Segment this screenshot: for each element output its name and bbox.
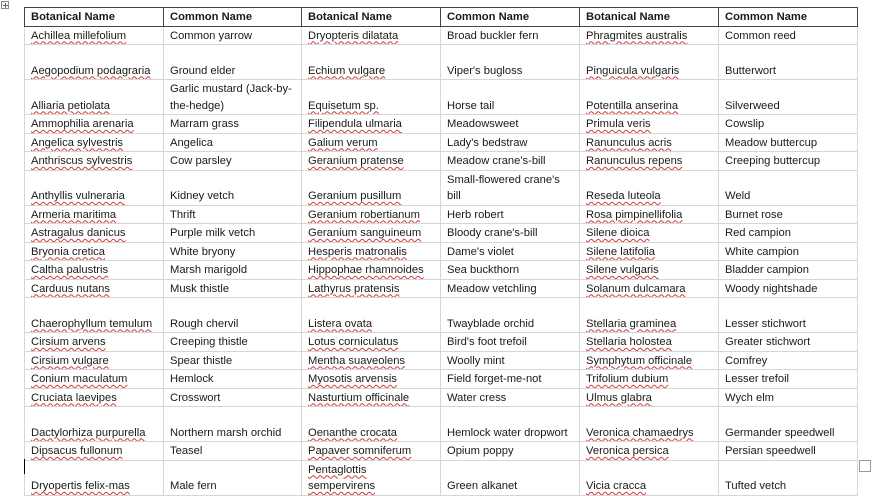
common-name-text: Sea buckthorn — [447, 264, 520, 276]
common-name-cell[interactable] — [441, 460, 580, 495]
botanical-name-cell[interactable] — [302, 351, 441, 370]
common-name-text: Purple milk vetch — [170, 227, 256, 239]
common-name-cell[interactable] — [441, 351, 580, 370]
table-row — [25, 442, 858, 461]
common-name-text: Creeping thistle — [170, 336, 248, 348]
botanical-name-text: Trifolium dubium — [586, 373, 669, 385]
common-name-text: Lesser trefoil — [725, 373, 790, 385]
botanical-name-text: Anthriscus sylvestris — [31, 155, 133, 167]
botanical-name-text: Veronica persica — [586, 445, 669, 457]
botanical-name-text: Galium verum — [308, 136, 378, 149]
botanical-name-cell[interactable] — [302, 242, 441, 261]
common-name-text: Ground elder — [170, 64, 236, 77]
botanical-name-cell[interactable] — [580, 460, 719, 495]
botanical-name-cell[interactable] — [302, 133, 441, 152]
common-name-cell[interactable] — [164, 442, 302, 461]
column-header: Common Name — [164, 8, 302, 27]
botanical-name-cell[interactable] — [580, 133, 719, 152]
botanical-name-cell[interactable] — [580, 261, 719, 280]
header-row — [25, 8, 858, 27]
common-name-text: Crosswort — [170, 391, 221, 404]
common-name-cell[interactable] — [441, 224, 580, 243]
common-name-text: Twayblade orchid — [447, 317, 535, 330]
common-name-text: Opium poppy — [447, 445, 514, 457]
botanical-name-cell[interactable] — [302, 80, 441, 115]
common-name-text: Tufted vetch — [725, 480, 787, 492]
botanical-name-cell[interactable] — [580, 205, 719, 224]
common-name-text: Bloody crane's-bill — [447, 227, 538, 239]
botanical-name-text: Conium maculatum — [31, 373, 128, 385]
common-name-text: Creeping buttercup — [725, 155, 821, 167]
common-name-cell[interactable] — [719, 460, 858, 495]
common-name-cell[interactable] — [719, 115, 858, 134]
common-name-cell[interactable] — [441, 80, 580, 115]
botanical-name-cell[interactable] — [302, 205, 441, 224]
botanical-name-cell[interactable] — [302, 261, 441, 280]
common-name-text: Water cress — [447, 391, 507, 404]
column-header: Botanical Name — [25, 8, 164, 27]
botanical-name-text: Lotus corniculatus — [308, 336, 399, 348]
common-name-cell[interactable] — [441, 26, 580, 45]
common-name-text: Hemlock water dropwort — [447, 426, 568, 439]
common-name-cell[interactable] — [164, 80, 302, 115]
botanical-name-text: Ranunculus repens — [586, 155, 683, 167]
botanical-name-text: Geranium robertianum — [308, 208, 420, 221]
common-name-text: Cowslip — [725, 118, 765, 130]
table-row — [25, 26, 858, 45]
table-row — [25, 370, 858, 389]
common-name-cell[interactable] — [719, 205, 858, 224]
botanical-name-cell[interactable] — [580, 242, 719, 261]
common-name-text: Butterwort — [725, 64, 776, 77]
common-name-cell[interactable] — [441, 242, 580, 261]
botanical-name-cell[interactable] — [580, 333, 719, 352]
botanical-name-text: Lathyrus pratensis — [308, 282, 400, 295]
common-name-cell[interactable] — [719, 333, 858, 352]
botanical-name-text: Achillea millefolium — [31, 29, 127, 42]
table-row — [25, 152, 858, 171]
common-name-cell[interactable] — [164, 351, 302, 370]
common-name-cell[interactable] — [719, 26, 858, 45]
common-name-cell[interactable] — [441, 442, 580, 461]
botanical-name-cell[interactable] — [302, 279, 441, 298]
botanical-name-cell[interactable] — [302, 333, 441, 352]
common-name-text: Meadow buttercup — [725, 136, 818, 149]
common-name-text: Horse tail — [447, 99, 495, 112]
botanical-name-text: Pinguicula vulgaris — [586, 64, 680, 77]
botanical-name-text: Listera ovata — [308, 317, 373, 330]
column-header: Botanical Name — [302, 8, 441, 27]
column-header: Common Name — [441, 8, 580, 27]
botanical-name-text: Cruciata laevipes — [31, 391, 117, 404]
common-name-text: Comfrey — [725, 354, 768, 367]
botanical-name-text: Silene dioica — [586, 227, 650, 239]
common-name-text: Dame's violet — [447, 245, 514, 258]
botanical-name-text: Mentha suaveolens — [308, 354, 406, 367]
common-name-cell[interactable] — [164, 224, 302, 243]
column-header: Common Name — [719, 8, 858, 27]
common-name-cell[interactable] — [164, 26, 302, 45]
common-name-text: Kidney vetch — [170, 190, 235, 202]
common-name-text: Marram grass — [170, 118, 239, 130]
table-move-handle[interactable] — [1, 1, 9, 9]
common-name-text: Burnet rose — [725, 208, 783, 221]
botanical-name-cell[interactable] — [580, 224, 719, 243]
common-name-cell[interactable] — [441, 152, 580, 171]
common-name-text: Woolly mint — [447, 354, 505, 367]
botanical-name-cell[interactable] — [302, 170, 441, 205]
table-row — [25, 133, 858, 152]
botanical-name-cell[interactable] — [302, 115, 441, 134]
common-name-cell[interactable] — [164, 279, 302, 298]
botanical-name-text: Oenanthe crocata — [308, 426, 397, 439]
common-name-cell[interactable] — [164, 152, 302, 171]
common-name-cell[interactable] — [441, 115, 580, 134]
botanical-name-text: Echium vulgare — [308, 64, 386, 77]
column-header: Botanical Name — [580, 8, 719, 27]
table-row — [25, 279, 858, 298]
common-name-text: Silverweed — [725, 99, 780, 112]
botanical-name-cell[interactable] — [580, 170, 719, 205]
table-row — [25, 333, 858, 352]
botanical-name-text: Armeria maritima — [31, 208, 117, 221]
common-name-cell[interactable] — [164, 388, 302, 407]
botanical-name-text: Chaerophyllum temulum — [31, 317, 153, 330]
botanical-name-cell[interactable] — [25, 152, 164, 171]
botanical-name-cell[interactable] — [302, 407, 441, 442]
common-name-cell[interactable] — [719, 242, 858, 261]
botanical-name-cell[interactable] — [580, 407, 719, 442]
botanical-name-text: Cirsium vulgare — [31, 354, 109, 367]
common-name-text: Spear thistle — [170, 354, 233, 367]
botanical-name-cell[interactable] — [25, 333, 164, 352]
botanical-name-cell[interactable] — [25, 26, 164, 45]
botanical-name-cell[interactable] — [302, 26, 441, 45]
common-name-cell[interactable] — [164, 205, 302, 224]
botanical-name-text: Veronica chamaedrys — [586, 426, 694, 439]
text-cursor — [24, 459, 25, 474]
plant-table — [24, 7, 858, 496]
common-name-cell[interactable] — [441, 407, 580, 442]
botanical-name-cell[interactable] — [25, 80, 164, 115]
table-row — [25, 115, 858, 134]
common-name-text: Herb robert — [447, 208, 504, 221]
table-row — [25, 388, 858, 407]
common-name-text: Meadow crane's-bill — [447, 155, 546, 167]
common-name-cell[interactable] — [441, 170, 580, 205]
botanical-name-cell[interactable] — [25, 261, 164, 280]
common-name-text: Germander speedwell — [725, 426, 835, 439]
common-name-cell[interactable] — [719, 152, 858, 171]
botanical-name-cell[interactable] — [25, 370, 164, 389]
common-name-text: Cow parsley — [170, 155, 232, 167]
table-row — [25, 460, 858, 495]
table-row — [25, 351, 858, 370]
table-row — [25, 170, 858, 205]
common-name-text: Viper's bugloss — [447, 64, 523, 77]
table-row — [25, 80, 858, 115]
botanical-name-cell[interactable] — [25, 45, 164, 80]
botanical-name-cell[interactable] — [302, 298, 441, 333]
common-name-text: Thrift — [170, 208, 196, 221]
botanical-name-cell[interactable] — [25, 224, 164, 243]
botanical-name-text: Caltha palustris — [31, 264, 109, 276]
table-body — [25, 26, 858, 495]
botanical-name-text: Dipsacus fullonum — [31, 445, 123, 457]
botanical-name-text: Bryonia cretica — [31, 245, 105, 258]
botanical-name-cell[interactable] — [302, 45, 441, 80]
botanical-name-cell[interactable] — [25, 407, 164, 442]
common-name-text: Bird's foot trefoil — [447, 336, 527, 348]
common-name-cell[interactable] — [164, 298, 302, 333]
common-name-cell[interactable] — [164, 407, 302, 442]
botanical-name-cell[interactable] — [580, 279, 719, 298]
common-name-text: Northern marsh orchid — [170, 426, 282, 439]
botanical-name-text: Dactylorhiza purpurella — [31, 426, 146, 439]
botanical-name-text: Anthyllis vulneraria — [31, 190, 125, 202]
botanical-name-text: Reseda luteola — [586, 190, 661, 202]
botanical-name-cell[interactable] — [302, 388, 441, 407]
botanical-name-cell[interactable] — [580, 152, 719, 171]
botanical-name-cell[interactable] — [302, 460, 441, 495]
common-name-text: White campion — [725, 245, 799, 258]
common-name-text: Hemlock — [170, 373, 214, 385]
botanical-name-cell[interactable] — [25, 351, 164, 370]
common-name-text: Weld — [725, 190, 751, 202]
botanical-name-cell[interactable] — [580, 115, 719, 134]
botanical-name-cell[interactable] — [25, 460, 164, 495]
common-name-text: Woody nightshade — [725, 282, 818, 295]
common-name-cell[interactable] — [164, 370, 302, 389]
botanical-name-text: Pentaglottis sempervirens — [308, 463, 376, 492]
common-name-text: Marsh marigold — [170, 264, 248, 276]
botanical-name-text: Myosotis arvensis — [308, 373, 397, 385]
common-name-text: White bryony — [170, 245, 236, 258]
botanical-name-text: Potentilla anserina — [586, 99, 679, 112]
table-row — [25, 242, 858, 261]
common-name-cell[interactable] — [719, 298, 858, 333]
botanical-name-text: Ulmus glabra — [586, 391, 652, 404]
botanical-name-text: Stellaria graminea — [586, 317, 677, 330]
common-name-text: Greater stichwort — [725, 336, 811, 348]
botanical-name-cell[interactable] — [580, 26, 719, 45]
common-name-text: Musk thistle — [170, 282, 230, 295]
botanical-name-cell[interactable] — [580, 298, 719, 333]
common-name-cell[interactable] — [719, 407, 858, 442]
botanical-name-text: Solanum dulcamara — [586, 282, 686, 295]
botanical-name-cell[interactable] — [25, 133, 164, 152]
common-name-text: Lesser stichwort — [725, 317, 806, 330]
botanical-name-cell[interactable] — [302, 224, 441, 243]
common-name-text: Common yarrow — [170, 29, 253, 42]
botanical-name-text: Geranium pusillum — [308, 190, 402, 202]
botanical-name-cell[interactable] — [580, 351, 719, 370]
botanical-name-text: Carduus nutans — [31, 282, 110, 295]
common-name-cell[interactable] — [719, 388, 858, 407]
common-name-text: Bladder campion — [725, 264, 809, 276]
botanical-name-cell[interactable] — [25, 242, 164, 261]
common-name-cell[interactable] — [164, 133, 302, 152]
common-name-text: Meadowsweet — [447, 118, 519, 130]
table-row — [25, 224, 858, 243]
botanical-name-cell[interactable] — [25, 298, 164, 333]
common-name-cell[interactable] — [719, 80, 858, 115]
botanical-name-text: Geranium sanguineum — [308, 227, 422, 239]
botanical-name-text: Silene vulgaris — [586, 264, 659, 276]
common-name-text: Meadow vetchling — [447, 282, 537, 295]
botanical-name-cell[interactable] — [25, 388, 164, 407]
common-name-cell[interactable] — [164, 460, 302, 495]
common-name-cell[interactable] — [719, 261, 858, 280]
botanical-name-text: Filipendula ulmaria — [308, 118, 402, 130]
botanical-name-text: Rosa pimpinellifolia — [586, 208, 683, 221]
botanical-name-text: Equisetum sp. — [308, 99, 379, 112]
botanical-name-text: Hippophae rhamnoides — [308, 264, 424, 276]
botanical-name-text: Cirsium arvens — [31, 336, 106, 348]
botanical-name-cell[interactable] — [25, 279, 164, 298]
common-name-text: Field forget-me-not — [447, 373, 542, 385]
botanical-name-cell[interactable] — [580, 45, 719, 80]
table-row — [25, 261, 858, 280]
botanical-name-text: Ammophilia arenaria — [31, 118, 134, 130]
botanical-name-cell[interactable] — [580, 370, 719, 389]
common-name-cell[interactable] — [441, 45, 580, 80]
table-row — [25, 407, 858, 442]
botanical-name-text: Silene latifolia — [586, 245, 656, 258]
common-name-cell[interactable] — [164, 333, 302, 352]
botanical-name-text: Hesperis matronalis — [308, 245, 407, 258]
table-row — [25, 205, 858, 224]
botanical-name-text: Dryopteris dilatata — [308, 29, 399, 42]
botanical-name-text: Astragalus danicus — [31, 227, 126, 239]
botanical-name-cell[interactable] — [580, 442, 719, 461]
botanical-name-text: Vicia cracca — [586, 480, 647, 492]
common-name-cell[interactable] — [719, 170, 858, 205]
common-name-cell[interactable] — [719, 279, 858, 298]
common-name-cell[interactable] — [441, 370, 580, 389]
common-name-text: Persian speedwell — [725, 445, 816, 457]
common-name-cell[interactable] — [164, 261, 302, 280]
botanical-name-text: Stellaria holostea — [586, 336, 672, 348]
common-name-text: Small-flowered crane's bill — [447, 173, 560, 202]
common-name-cell[interactable] — [719, 442, 858, 461]
common-name-cell[interactable] — [719, 133, 858, 152]
common-name-cell[interactable] — [441, 333, 580, 352]
common-name-cell[interactable] — [164, 115, 302, 134]
common-name-cell[interactable] — [441, 133, 580, 152]
botanical-name-text: Ranunculus acris — [586, 136, 672, 149]
common-name-text: Teasel — [170, 445, 203, 457]
botanical-name-text: Primula veris — [586, 118, 651, 130]
botanical-name-text: Angelica sylvestris — [31, 136, 124, 149]
table-row — [25, 45, 858, 80]
common-name-text: Green alkanet — [447, 480, 518, 492]
common-name-cell[interactable] — [719, 45, 858, 80]
common-name-cell[interactable] — [719, 351, 858, 370]
common-name-cell[interactable] — [441, 205, 580, 224]
common-name-text: Red campion — [725, 227, 791, 239]
common-name-text: Male fern — [170, 480, 217, 492]
botanical-name-text: Dryopertis felix-mas — [31, 480, 130, 492]
botanical-name-text: Symphytum officinale — [586, 354, 693, 367]
botanical-name-cell[interactable] — [25, 115, 164, 134]
common-name-cell[interactable] — [441, 298, 580, 333]
table-resize-handle[interactable] — [859, 460, 871, 472]
table-row — [25, 298, 858, 333]
botanical-name-cell[interactable] — [302, 370, 441, 389]
botanical-name-text: Papaver somniferum — [308, 445, 412, 457]
common-name-cell[interactable] — [441, 261, 580, 280]
common-name-cell[interactable] — [441, 279, 580, 298]
botanical-name-text: Alliaria petiolata — [31, 99, 110, 112]
botanical-name-cell[interactable] — [302, 442, 441, 461]
common-name-text: Broad buckler fern — [447, 29, 539, 42]
common-name-text: Common reed — [725, 29, 796, 42]
common-name-text: Lady's bedstraw — [447, 136, 528, 149]
botanical-name-cell[interactable] — [25, 442, 164, 461]
common-name-cell[interactable] — [441, 388, 580, 407]
common-name-text: Angelica — [170, 136, 213, 149]
botanical-name-cell[interactable] — [302, 152, 441, 171]
botanical-name-text: Geranium pratense — [308, 155, 404, 167]
botanical-name-text: Phragmites australis — [586, 29, 688, 42]
common-name-cell[interactable] — [164, 170, 302, 205]
common-name-cell[interactable] — [164, 242, 302, 261]
common-name-text: Rough chervil — [170, 317, 239, 330]
common-name-cell[interactable] — [164, 45, 302, 80]
botanical-name-text: Aegopodium podagraria — [31, 64, 151, 77]
botanical-name-cell[interactable] — [580, 388, 719, 407]
common-name-text: Wych elm — [725, 391, 775, 404]
common-name-cell[interactable] — [719, 370, 858, 389]
common-name-text: Garlic mustard (Jack-by-the-hedge) — [170, 83, 292, 112]
botanical-name-cell[interactable] — [25, 170, 164, 205]
botanical-name-cell[interactable] — [25, 205, 164, 224]
botanical-name-text: Nasturtium officinale — [308, 391, 410, 404]
common-name-cell[interactable] — [719, 224, 858, 243]
botanical-name-cell[interactable] — [580, 80, 719, 115]
